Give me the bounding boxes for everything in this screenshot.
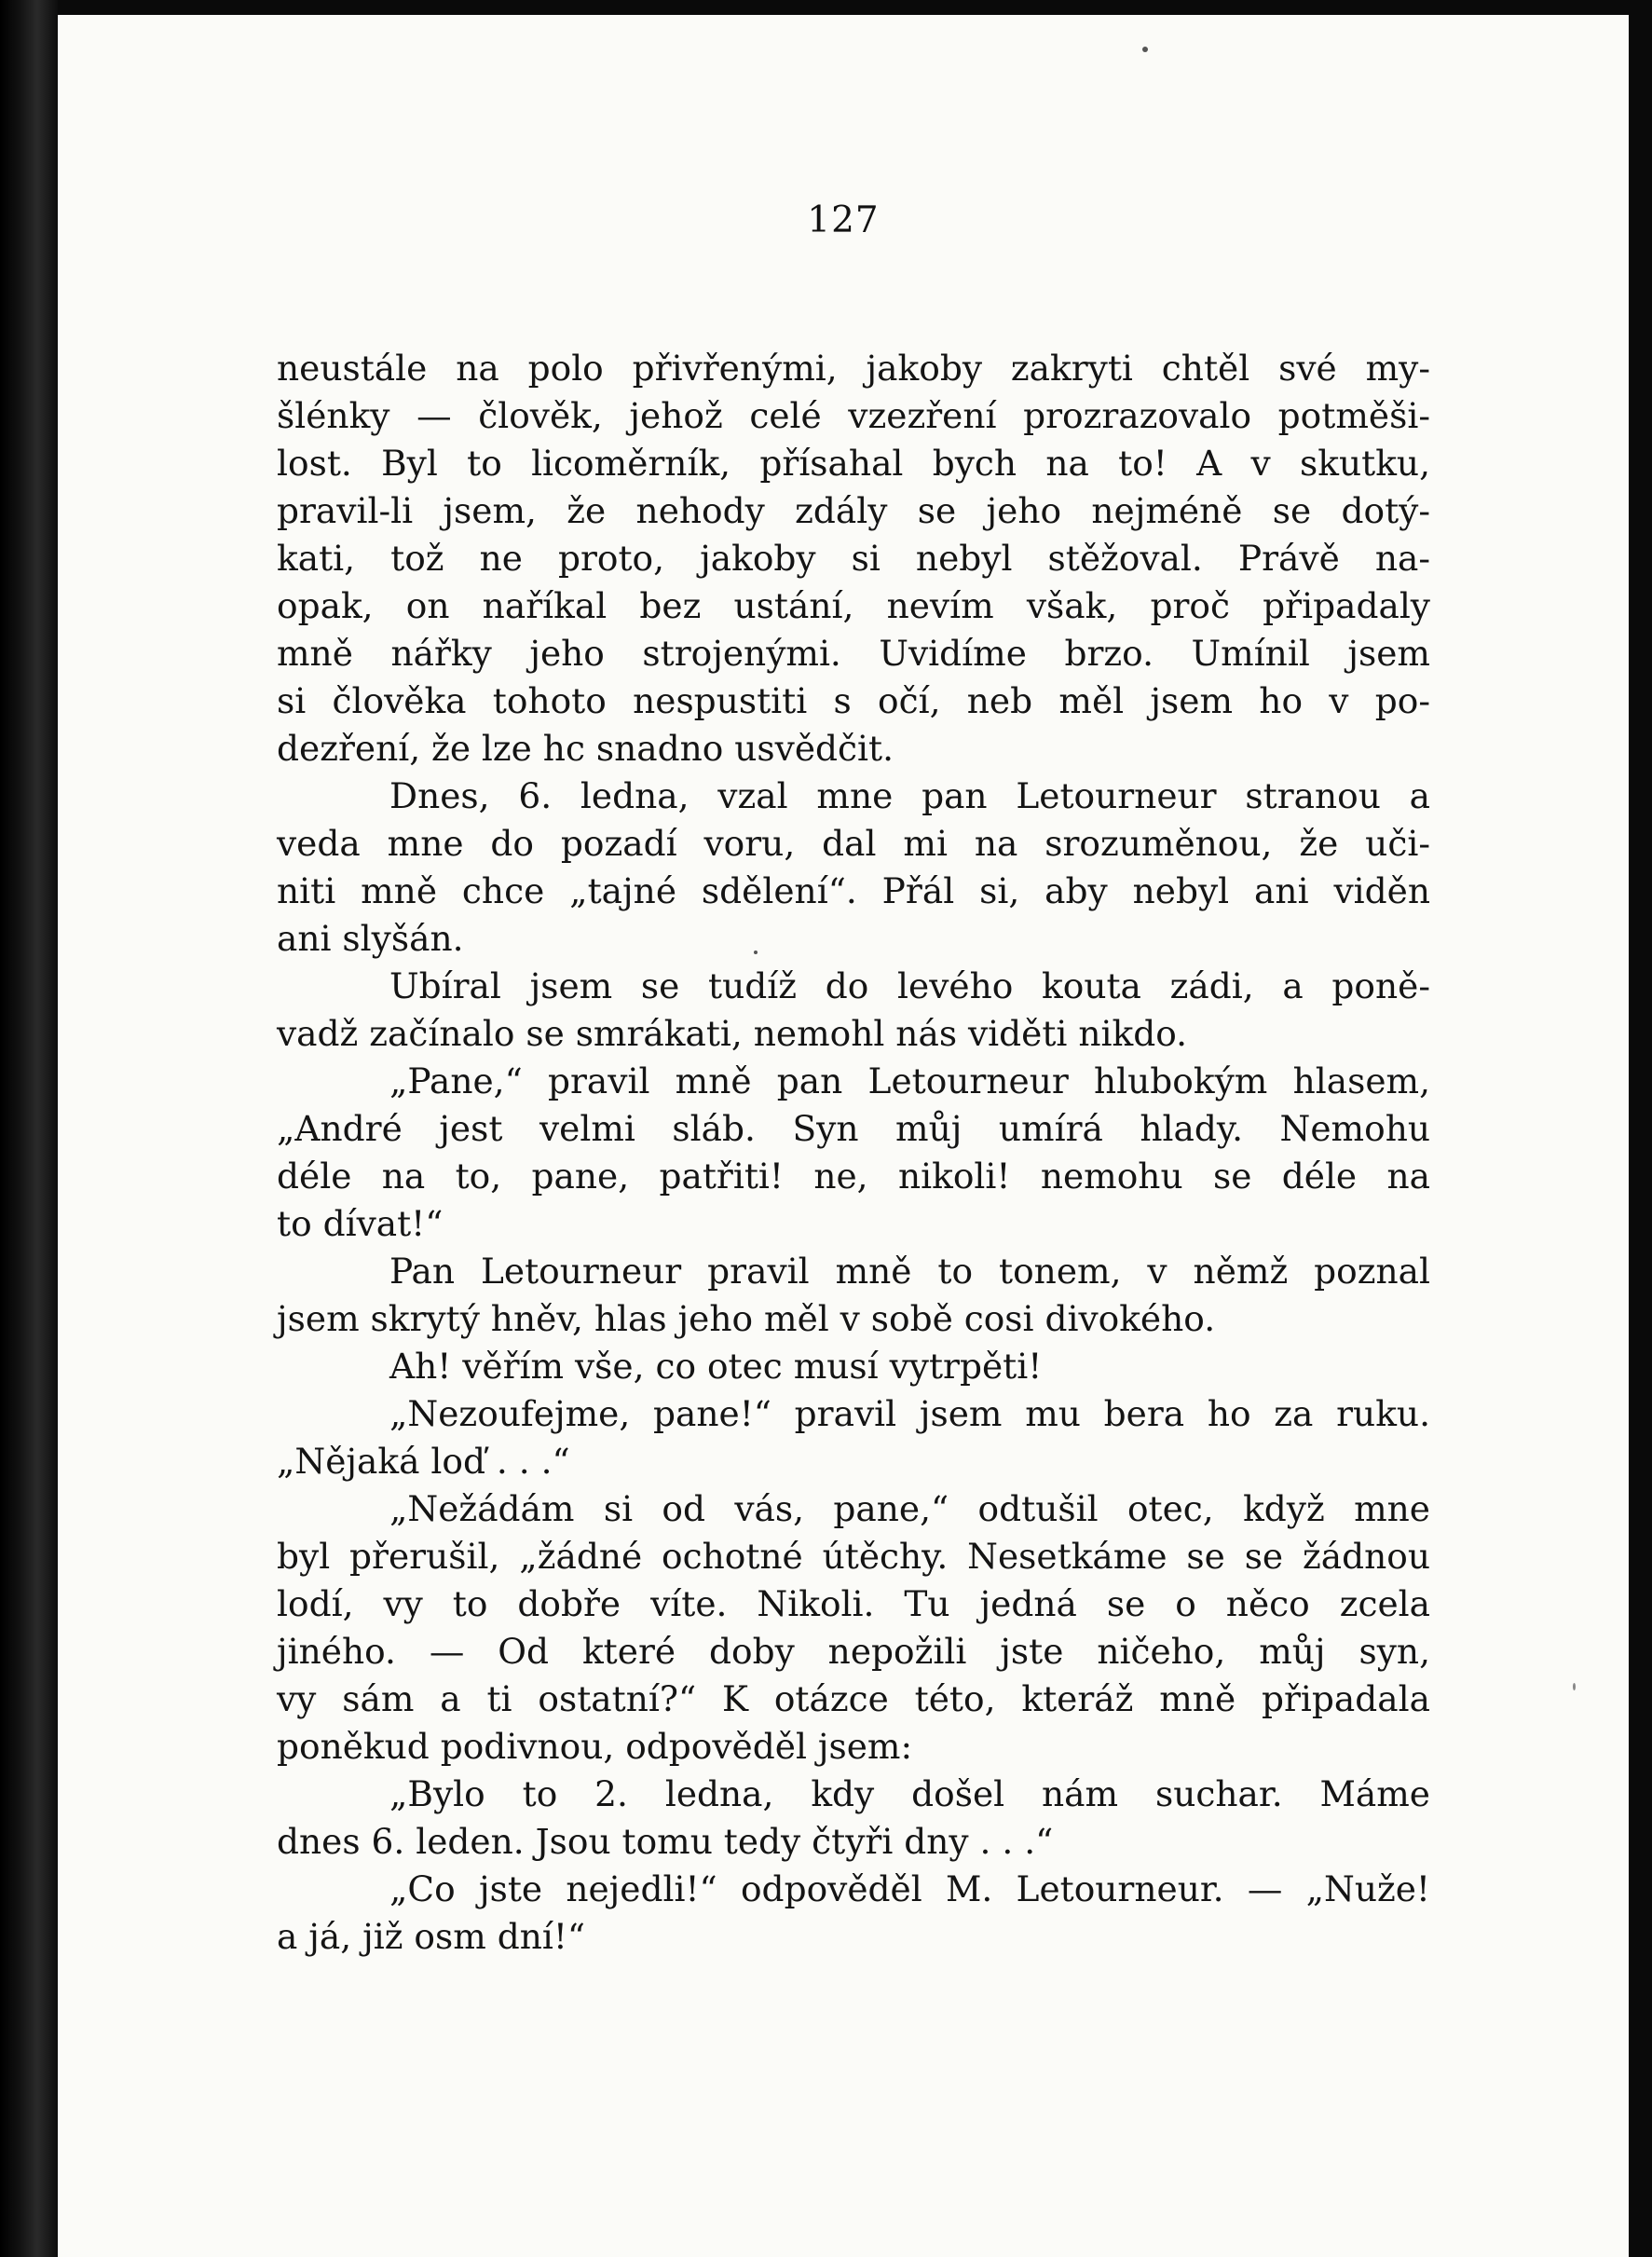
text-line: jiného. — Od které doby nepožili jste ničeho, můj syn, [277,1631,1430,1672]
text-line: déle na to, pane, patřiti! ne, nikoli! nemohu se déle na [277,1156,1430,1197]
text-line: mně nářky jeho strojenými. Uvidíme brzo. Umínil jsem [277,633,1430,674]
text-line: „Nežádám si od vás, pane,“ odtušil otec, když mne [389,1488,1430,1529]
text-line: veda mne do pozadí voru, dal mi na srozuměnou, že uči- [277,823,1430,864]
text-line: si člověka tohoto nespustiti s očí, neb měl jsem ho v po- [277,680,1430,721]
text-line: „Co jste nejedli!“ odpověděl M. Letourneur. — „Nuže! [389,1868,1430,1909]
text-line: „Nezoufejme, pane!“ pravil jsem mu bera ho za ruku. [389,1393,1430,1434]
text-line: a já, již osm dní!“ [277,1916,586,1957]
text-line: vy sám a ti ostatní?“ K otázce této, kteráž mně připadala [277,1678,1430,1719]
speck [1142,47,1148,52]
text-line: lost. Byl to licoměrník, přísahal bych na to! A v skutku, [277,443,1430,484]
binding-shadow [0,0,58,2257]
page-number: 127 [807,199,880,241]
text-line: dezření, že lze hc snadno usvědčit. [277,728,894,769]
body-text [277,345,1430,1961]
text-line: poněkud podivnou, odpověděl jsem: [277,1726,913,1767]
speck [1573,1683,1576,1690]
text-line: Dnes, 6. ledna, vzal mne pan Letourneur stranou a [389,775,1430,816]
text-line: niti mně chce „tajné sdělení“. Přál si, aby nebyl ani viděn [277,870,1430,911]
text-line: dnes 6. leden. Jsou tomu tedy čtyři dny . . .“ [277,1821,1054,1862]
book-page [58,15,1629,2257]
text-line: pravil-li jsem, že nehody zdály se jeho nejméně se dotý- [277,490,1430,531]
text-line: Ubíral jsem se tudíž do levého kouta zádi, a poně- [389,965,1430,1006]
text-line: lodí, vy to dobře víte. Nikoli. Tu jedná se o něco zcela [277,1583,1430,1624]
text-line: ani slyšán. [277,918,464,959]
text-line: „Pane,“ pravil mně pan Letourneur hlubokým hlasem, [389,1060,1430,1101]
speck [754,951,758,954]
text-line: Pan Letourneur pravil mně to tonem, v němž poznal [389,1251,1430,1292]
text-line: byl přerušil, „žádné ochotné útěchy. Nesetkáme se se žádnou [277,1536,1430,1577]
text-line: šlénky — člověk, jehož celé vzezření prozrazovalo potměši- [277,395,1430,436]
text-line: „Bylo to 2. ledna, kdy došel nám suchar. Máme [389,1773,1430,1814]
text-line: vadž začínalo se smrákati, nemohl nás viděti nikdo. [277,1013,1188,1054]
text-line: „André jest velmi sláb. Syn můj umírá hlady. Nemohu [277,1108,1430,1149]
text-line: opak, on naříkal bez ustání, nevím však, proč připadaly [277,585,1430,626]
text-line: Ah! věřím vše, co otec musí vytrpěti! [389,1346,1043,1387]
text-line: to dívat!“ [277,1203,444,1244]
text-line: kati, tož ne proto, jakoby si nebyl stěžoval. Právě na- [277,538,1430,579]
text-line: neustále na polo přivřenými, jakoby zakryti chtěl své my- [277,348,1430,389]
text-line: „Nějaká loď . . .“ [277,1441,570,1482]
text-line: jsem skrytý hněv, hlas jeho měl v sobě cosi divokého. [277,1298,1216,1339]
